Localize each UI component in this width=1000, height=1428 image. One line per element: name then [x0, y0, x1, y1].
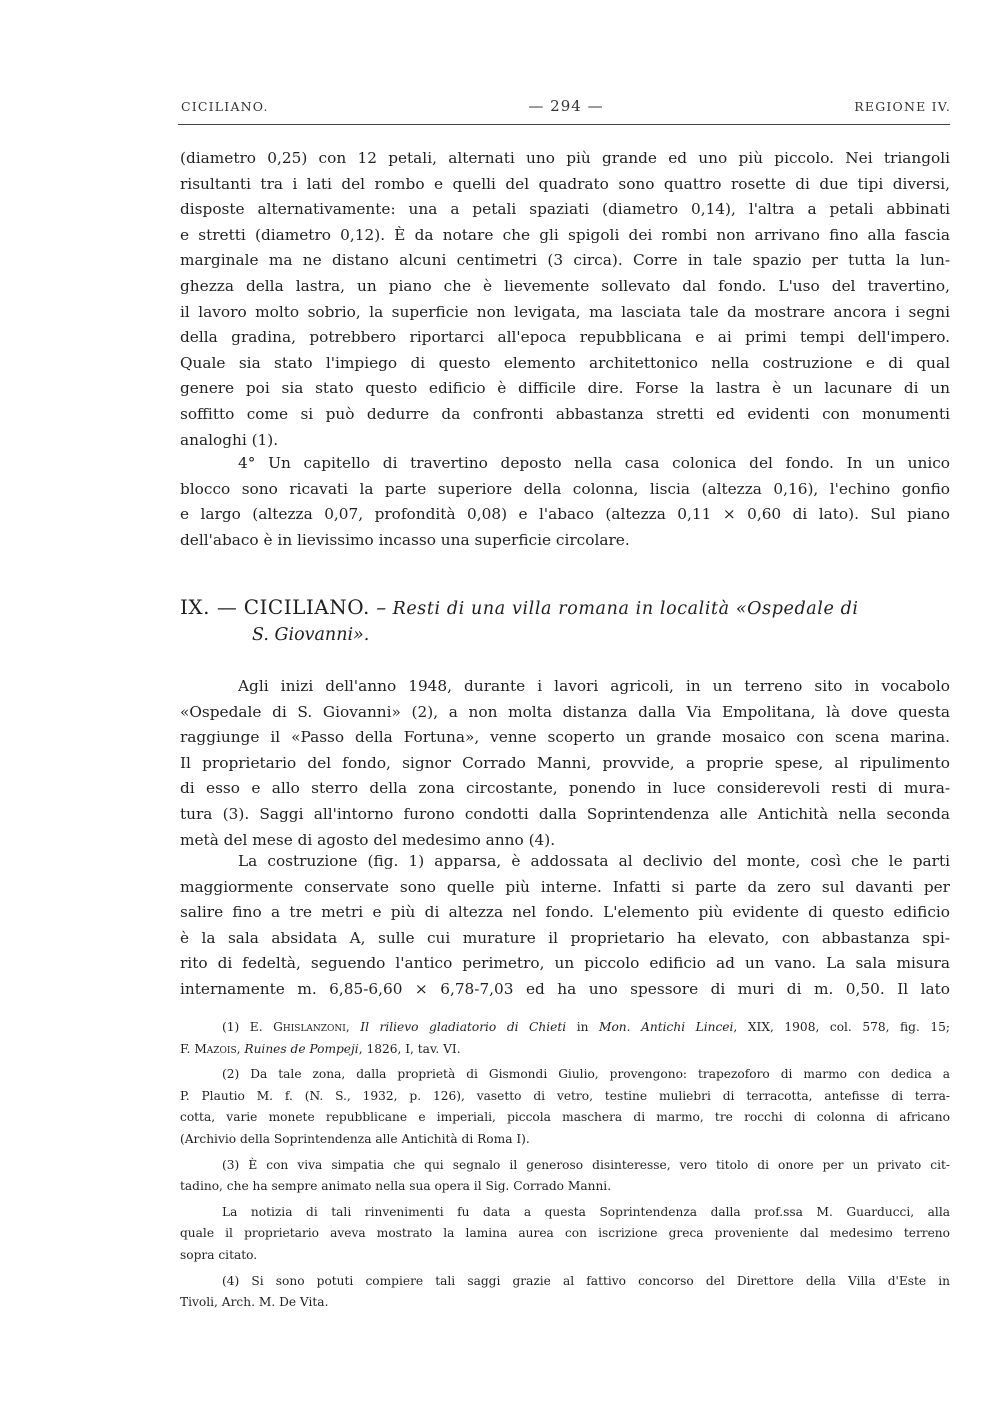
footnote-2-line: (Archivio della Soprintendenza alle Antichità di Roma I). — [180, 1131, 530, 1146]
text-line: tura (3). Saggi all'intorno furono condotti dalla Soprintendenza alle Antichità nella seconda — [180, 804, 950, 823]
footnote-title: Ruines de Pompeji — [244, 1041, 359, 1056]
footnote-2-line: (2) Da tale zona, dalla proprietà di Gismondi Giulio, provengono: trapezoforo di marmo con dedica a — [222, 1067, 950, 1082]
section-heading — [180, 593, 950, 649]
footnote-3-line: (3) È con viva simpatia che qui segnalo il generoso disinteresse, vero titolo di onore per un privato cit- — [222, 1157, 950, 1172]
text-line: della gradina, potrebbero riportarci all'epoca repubblicana e ai primi tempi dell'impero. — [180, 328, 950, 347]
footnote-2-line: cotta, varie monete repubblicane e imperiali, piccola maschera di marmo, tre rocchi di colonna di africano — [180, 1110, 950, 1125]
text-line: Agli inizi dell'anno 1948, durante i lavori agricoli, in un terreno sito in vocabolo — [238, 677, 950, 695]
footnote-text: , — [345, 1020, 350, 1034]
text-line: salire fino a tre metri e più di altezza nel fondo. L'elemento più evidente di questo edificio — [180, 903, 950, 922]
text-line: è la sala absidata A, sulle cui murature il proprietario ha elevato, con abbastanza spi- — [180, 928, 950, 947]
text-line: 4° Un capitello di travertino deposto nella casa colonica del fondo. In un unico — [238, 454, 950, 472]
section-number: IX. — — [180, 595, 238, 619]
footnote-journal: Mon. Antichi Lincei — [598, 1020, 734, 1034]
paragraph-2 — [180, 451, 950, 553]
footnote-4-line: (4) Si sono potuti compiere tali saggi grazie al fattivo concorso del Direttore della Villa d'Este in — [222, 1273, 950, 1288]
text-line: soffitto come si può dedurre da confronti abbastanza stretti ed evidenti con monumenti — [180, 404, 950, 423]
footnote-text: F. — [180, 1041, 191, 1056]
text-line: raggiunge il «Passo della Fortuna», venne scoperto un grande mosaico con scena marina. — [180, 728, 950, 747]
header-left: CICILIANO. — [181, 99, 269, 114]
text-line: analoghi (1). — [180, 430, 279, 449]
text-line: e largo (altezza 0,07, profondità 0,08) e l'abaco (altezza 0,11 × 0,60 di lato). Sul piano — [180, 505, 950, 524]
text-line: genere poi sia stato questo edificio è difficile dire. Forse la lastra è un lacunare di un — [180, 379, 950, 398]
footnote-text: , 1826, I, tav. VI. — [358, 1041, 461, 1056]
text-line: (diametro 0,25) con 12 petali, alternati uno più grande ed uno più piccolo. Nei triangoli — [180, 149, 950, 167]
footnote-author: Mazois — [194, 1041, 237, 1056]
footnote-1-line — [180, 1017, 950, 1039]
running-header — [181, 99, 951, 119]
footnote-1-line — [180, 1039, 950, 1061]
paragraph-1 — [180, 146, 950, 453]
paragraph-3 — [180, 674, 950, 853]
footnote-text: , — [236, 1041, 241, 1056]
footnote-3-continued-line: sopra citato. — [180, 1247, 258, 1262]
text-line: «Ospedale di S. Giovanni» (2), a non molta distanza dalla Via Empolitana, là dove questa — [180, 702, 950, 721]
text-line: blocco sono ricavati la parte superiore della colonna, liscia (altezza 0,16), l'echino gonfio — [180, 479, 950, 498]
text-line: internamente m. 6,85-6,60 × 6,78-7,03 ed ha uno spessore di muri di m. 0,50. Il lato — [180, 979, 950, 998]
text-line: il lavoro molto sobrio, la superficie non levigata, ma lasciata tale da mostrare ancora i segni — [180, 302, 950, 321]
footnote-text: in — [576, 1020, 589, 1034]
text-line: rito di fedeltà, seguendo l'antico perimetro, un piccolo edificio ad un vano. La sala misura — [180, 954, 950, 973]
section-dash: – — [376, 595, 387, 619]
page-number: — 294 — — [528, 97, 604, 115]
footnote-4-line: Tivoli, Arch. M. De Vita. — [180, 1295, 329, 1310]
text-line: Il proprietario del fondo, signor Corrado Manni, provvide, a proprie spese, al ripulimento — [180, 753, 950, 772]
footnote-title: Il rilievo gladiatorio di Chieti — [360, 1020, 567, 1034]
text-line: di esso e allo sterro della zona circostante, ponendo in luce considerevoli resti di mura- — [180, 779, 950, 798]
section-title: Resti di una villa romana in località «Ospedale di — [392, 599, 859, 619]
footnotes — [180, 1017, 950, 1314]
footnote-3-line: tadino, che ha sempre animato nella sua opera il Sig. Corrado Manni. — [180, 1179, 612, 1194]
text-line: La costruzione (fig. 1) apparsa, è addossata al declivio del monte, così che le parti — [238, 852, 950, 870]
text-line: disposte alternativamente: una a petali spaziati (diametro 0,14), l'altra a petali abbinati — [180, 200, 950, 219]
footnote-author: Ghislanzoni — [273, 1020, 346, 1034]
text-line: marginale ma ne distano alcuni centimetri (3 circa). Corre in tale spazio per tutta la lun- — [180, 251, 950, 270]
section-heading-line-1 — [180, 593, 950, 621]
text-line: Quale sia stato l'impiego di questo elemento architettonico nella costruzione e di qual — [180, 353, 950, 372]
footnote-text: , XIX, 1908, col. 578, fig. 15; — [733, 1020, 950, 1034]
footnote-2-line: P. Plautio M. f. (N. S., 1932, p. 126), vasetto di vetro, testine muliebri di terracotta, antefisse di terra- — [180, 1088, 950, 1103]
text-line: dell'abaco è in lievissimo incasso una superficie circolare. — [180, 530, 630, 549]
text-line: maggiormente conservate sono quelle più interne. Infatti si parte da zero sul davanti per — [180, 877, 950, 896]
header-right: REGIONE IV. — [854, 99, 951, 114]
section-place: CICILIANO. — [243, 595, 370, 619]
footnote-3-continued-line: La notizia di tali rinvenimenti fu data a questa Soprintendenza dalla prof.ssa M. Guarducci, alla — [222, 1204, 950, 1219]
footnote-3-continued-line: quale il proprietario aveva mostrato la lamina aurea con iscrizione greca proveniente dal medesimo terreno — [180, 1226, 950, 1241]
text-line: metà del mese di agosto del medesimo anno (4). — [180, 830, 556, 849]
text-line: risultanti tra i lati del rombo e quelli del quadrato sono quattro rosette di due tipi diversi, — [180, 174, 950, 193]
header-rule — [178, 124, 950, 125]
section-title-continued: S. Giovanni». — [252, 625, 370, 645]
text-line: e stretti (diametro 0,12). È da notare che gli spigoli dei rombi non arrivano fino alla fascia — [180, 225, 950, 244]
text-line: ghezza della lastra, un piano che è lievemente sollevato dal fondo. L'uso del travertino, — [180, 276, 950, 295]
footnote-text: (1) E. — [222, 1020, 263, 1034]
paragraph-4 — [180, 849, 950, 1003]
